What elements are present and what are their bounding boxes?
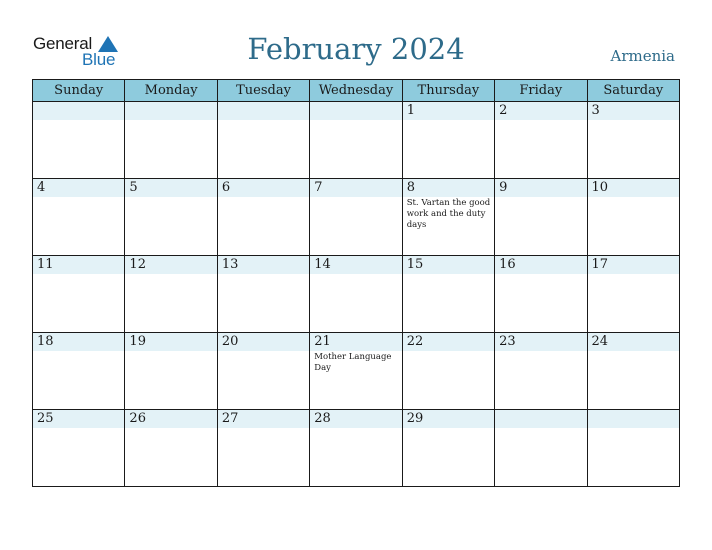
day-cell	[217, 102, 309, 179]
day-cell	[495, 410, 587, 487]
day-cell	[217, 256, 309, 333]
day-number-band	[125, 102, 216, 120]
week-row	[33, 333, 680, 410]
day-cell	[402, 102, 494, 179]
day-number: 11	[37, 257, 54, 272]
holiday-event: Mother Language Day	[314, 352, 392, 373]
day-number-band	[218, 179, 309, 197]
day-cell	[587, 102, 679, 179]
calendar-grid	[32, 79, 680, 487]
day-cell	[125, 410, 217, 487]
day-cell	[310, 102, 402, 179]
day-cell	[33, 102, 125, 179]
day-cell	[495, 256, 587, 333]
day-number-band	[403, 179, 494, 197]
day-number: 1	[406, 103, 415, 118]
day-cell	[33, 179, 125, 256]
day-cell	[402, 256, 494, 333]
day-number: 20	[221, 334, 239, 349]
day-number-band	[588, 410, 679, 428]
day-cell	[495, 102, 587, 179]
weekday-tuesday: Tuesday	[217, 80, 309, 102]
weekday-sunday: Sunday	[33, 80, 125, 102]
day-number: 29	[406, 411, 424, 426]
day-number-band	[33, 179, 124, 197]
day-number: 10	[591, 180, 609, 195]
day-number: 15	[406, 257, 424, 272]
day-number-band	[495, 410, 586, 428]
weekday-monday: Monday	[125, 80, 217, 102]
day-number: 22	[406, 334, 424, 349]
day-cell	[495, 333, 587, 410]
day-cell	[217, 410, 309, 487]
day-number: 5	[129, 180, 138, 195]
week-row	[33, 410, 680, 487]
day-cell	[125, 179, 217, 256]
weekday-header-row	[33, 80, 680, 102]
day-number: 4	[37, 180, 46, 195]
day-cell	[495, 179, 587, 256]
day-cell	[402, 179, 494, 256]
logo-text-blue: Blue	[82, 50, 116, 69]
day-number: 24	[591, 334, 609, 349]
day-number: 12	[129, 257, 146, 272]
day-cell	[310, 256, 402, 333]
day-number: 17	[591, 257, 609, 272]
day-number-band	[33, 102, 124, 120]
day-number: 14	[314, 257, 331, 272]
day-cell	[402, 333, 494, 410]
weekday-wednesday: Wednesday	[310, 80, 402, 102]
week-row	[33, 102, 680, 179]
day-cell	[587, 333, 679, 410]
week-row	[33, 256, 680, 333]
day-number: 13	[221, 257, 239, 272]
calendar-title: February 2024	[247, 32, 465, 66]
day-number: 23	[499, 334, 516, 349]
day-number: 8	[406, 180, 415, 195]
day-number-band	[495, 102, 586, 120]
day-number: 25	[37, 411, 54, 426]
day-number: 6	[221, 180, 231, 195]
day-cell	[33, 410, 125, 487]
day-cell	[125, 102, 217, 179]
day-number: 7	[314, 180, 323, 195]
day-cell	[217, 333, 309, 410]
logo-text-general: General	[33, 34, 93, 53]
day-number: 3	[591, 103, 600, 118]
weekday-saturday: Saturday	[587, 80, 679, 102]
day-number-band	[403, 102, 494, 120]
holiday-event: St. Vartan the good work and the duty days	[406, 198, 491, 230]
day-number-band	[588, 102, 679, 120]
day-cell	[587, 256, 679, 333]
day-number-band	[125, 179, 216, 197]
day-number: 2	[499, 103, 508, 118]
day-cell	[310, 333, 402, 410]
country-label: Armenia	[610, 47, 675, 65]
day-number: 27	[221, 411, 239, 426]
day-number: 9	[499, 180, 508, 195]
day-number: 18	[37, 334, 54, 349]
day-number: 26	[129, 411, 146, 426]
day-cell	[125, 333, 217, 410]
day-number: 21	[314, 334, 331, 349]
day-number-band	[218, 102, 309, 120]
day-number: 28	[314, 411, 331, 426]
day-cell	[310, 410, 402, 487]
day-cell	[33, 333, 125, 410]
day-number-band	[495, 179, 586, 197]
day-number-band	[310, 179, 401, 197]
weekday-friday: Friday	[495, 80, 587, 102]
day-cell	[587, 179, 679, 256]
day-number: 19	[129, 334, 146, 349]
day-number-band	[310, 102, 401, 120]
day-cell	[125, 256, 217, 333]
day-cell	[402, 410, 494, 487]
week-row	[33, 179, 680, 256]
day-cell	[217, 179, 309, 256]
weekday-thursday: Thursday	[402, 80, 494, 102]
day-cell	[310, 179, 402, 256]
day-cell	[587, 410, 679, 487]
day-number: 16	[499, 257, 516, 272]
day-cell	[33, 256, 125, 333]
